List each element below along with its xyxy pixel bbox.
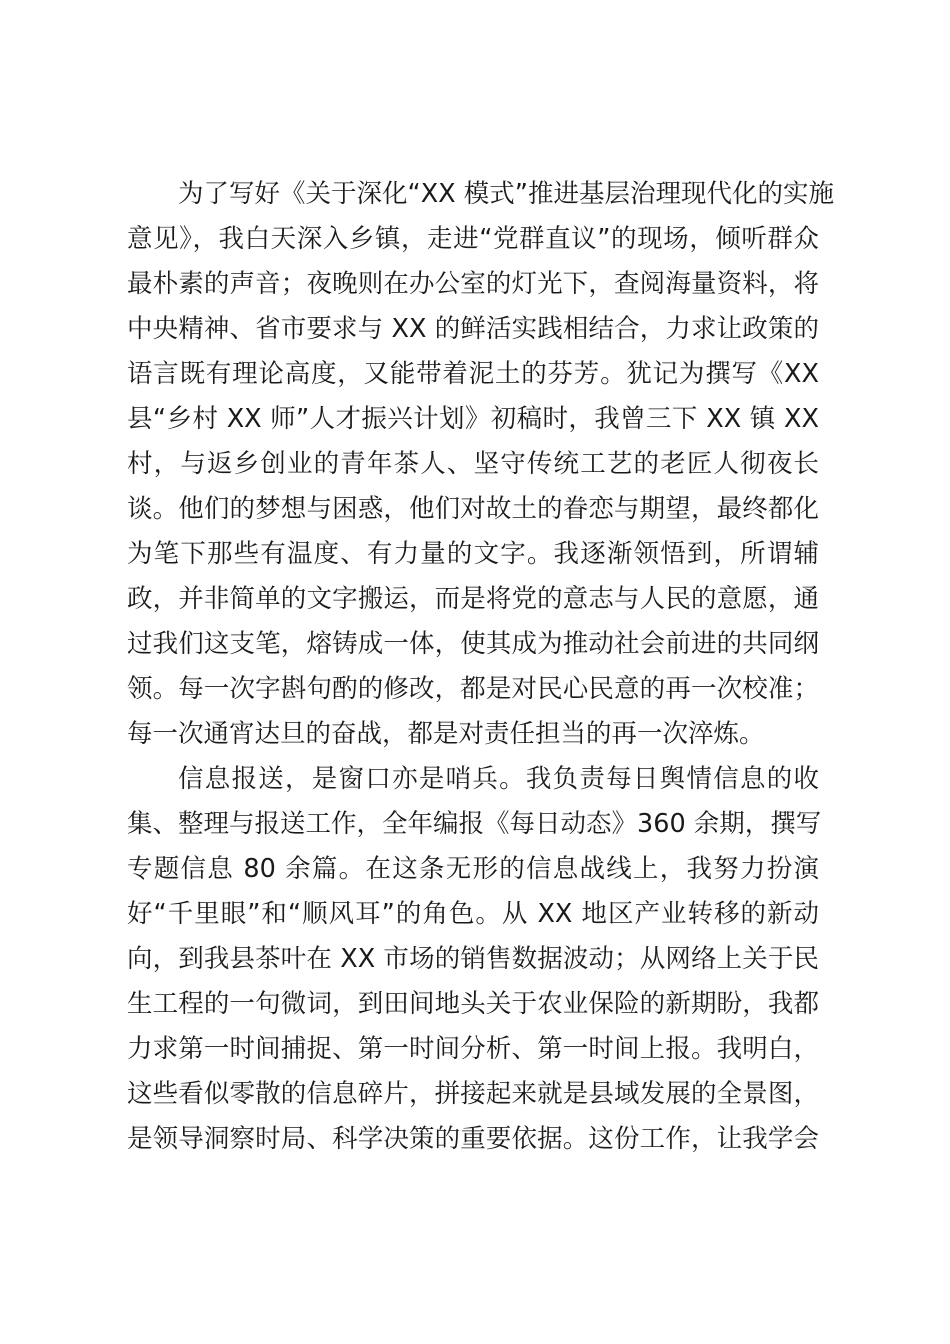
text-line: 信息报送，是窗口亦是哨兵。我负责每日舆情信息的收	[178, 764, 819, 794]
text-line: 为了写好《关于深化“XX 模式”推进基层治理现代化的实施	[178, 179, 834, 209]
text-line: 力求第一时间捕捉、第一时间分析、第一时间上报。我明白，	[127, 1034, 819, 1064]
text-line: 中央精神、省市要求与 XX 的鲜活实践相结合，力求让政策的	[127, 314, 819, 344]
text-line: 是领导洞察时局、科学决策的重要依据。这份工作，让我学会	[127, 1124, 819, 1154]
text-line: 集、整理与报送工作，全年编报《每日动态》360 余期，撰写	[127, 809, 822, 839]
text-line: 语言既有理论高度，又能带着泥土的芬芳。犹记为撰写《XX	[127, 359, 819, 389]
text-line: 县“乡村 XX 师”人才振兴计划》初稿时，我曾三下 XX 镇 XX	[127, 404, 819, 434]
text-line: 最朴素的声音；夜晚则在办公室的灯光下，查阅海量资料，将	[127, 269, 819, 299]
text-line: 这些看似零散的信息碎片，拼接起来就是县域发展的全景图，	[127, 1079, 819, 1109]
paragraph-information-reporting	[127, 757, 822, 1162]
text-line: 意见》，我白天深入乡镇，走进“党群直议”的现场，倾听群众	[127, 224, 819, 254]
paragraph-policy-drafting	[127, 172, 834, 757]
text-line: 村，与返乡创业的青年茶人、坚守传统工艺的老匠人彻夜长	[127, 449, 819, 479]
text-line: 专题信息 80 余篇。在这条无形的信息战线上，我努力扮演	[127, 854, 819, 884]
text-line: 为笔下那些有温度、有力量的文字。我逐渐领悟到，所谓辅	[127, 539, 819, 569]
text-line: 领。每一次字斟句酌的修改，都是对民心民意的再一次校准；	[127, 674, 819, 704]
text-line: 好“千里眼”和“顺风耳”的角色。从 XX 地区产业转移的新动	[127, 899, 819, 929]
text-line: 生工程的一句微词，到田间地头关于农业保险的新期盼，我都	[127, 989, 819, 1019]
text-line: 过我们这支笔，熔铸成一体，使其成为推动社会前进的共同纲	[127, 629, 819, 659]
text-line: 每一次通宵达旦的奋战，都是对责任担当的再一次淬炼。	[127, 719, 765, 749]
text-line: 谈。他们的梦想与困惑，他们对故土的眷恋与期望，最终都化	[127, 494, 819, 524]
document-body	[127, 172, 834, 1162]
text-line: 政，并非简单的文字搬运，而是将党的意志与人民的意愿，通	[127, 584, 819, 614]
text-line: 向，到我县茶叶在 XX 市场的销售数据波动；从网络上关于民	[127, 944, 819, 974]
